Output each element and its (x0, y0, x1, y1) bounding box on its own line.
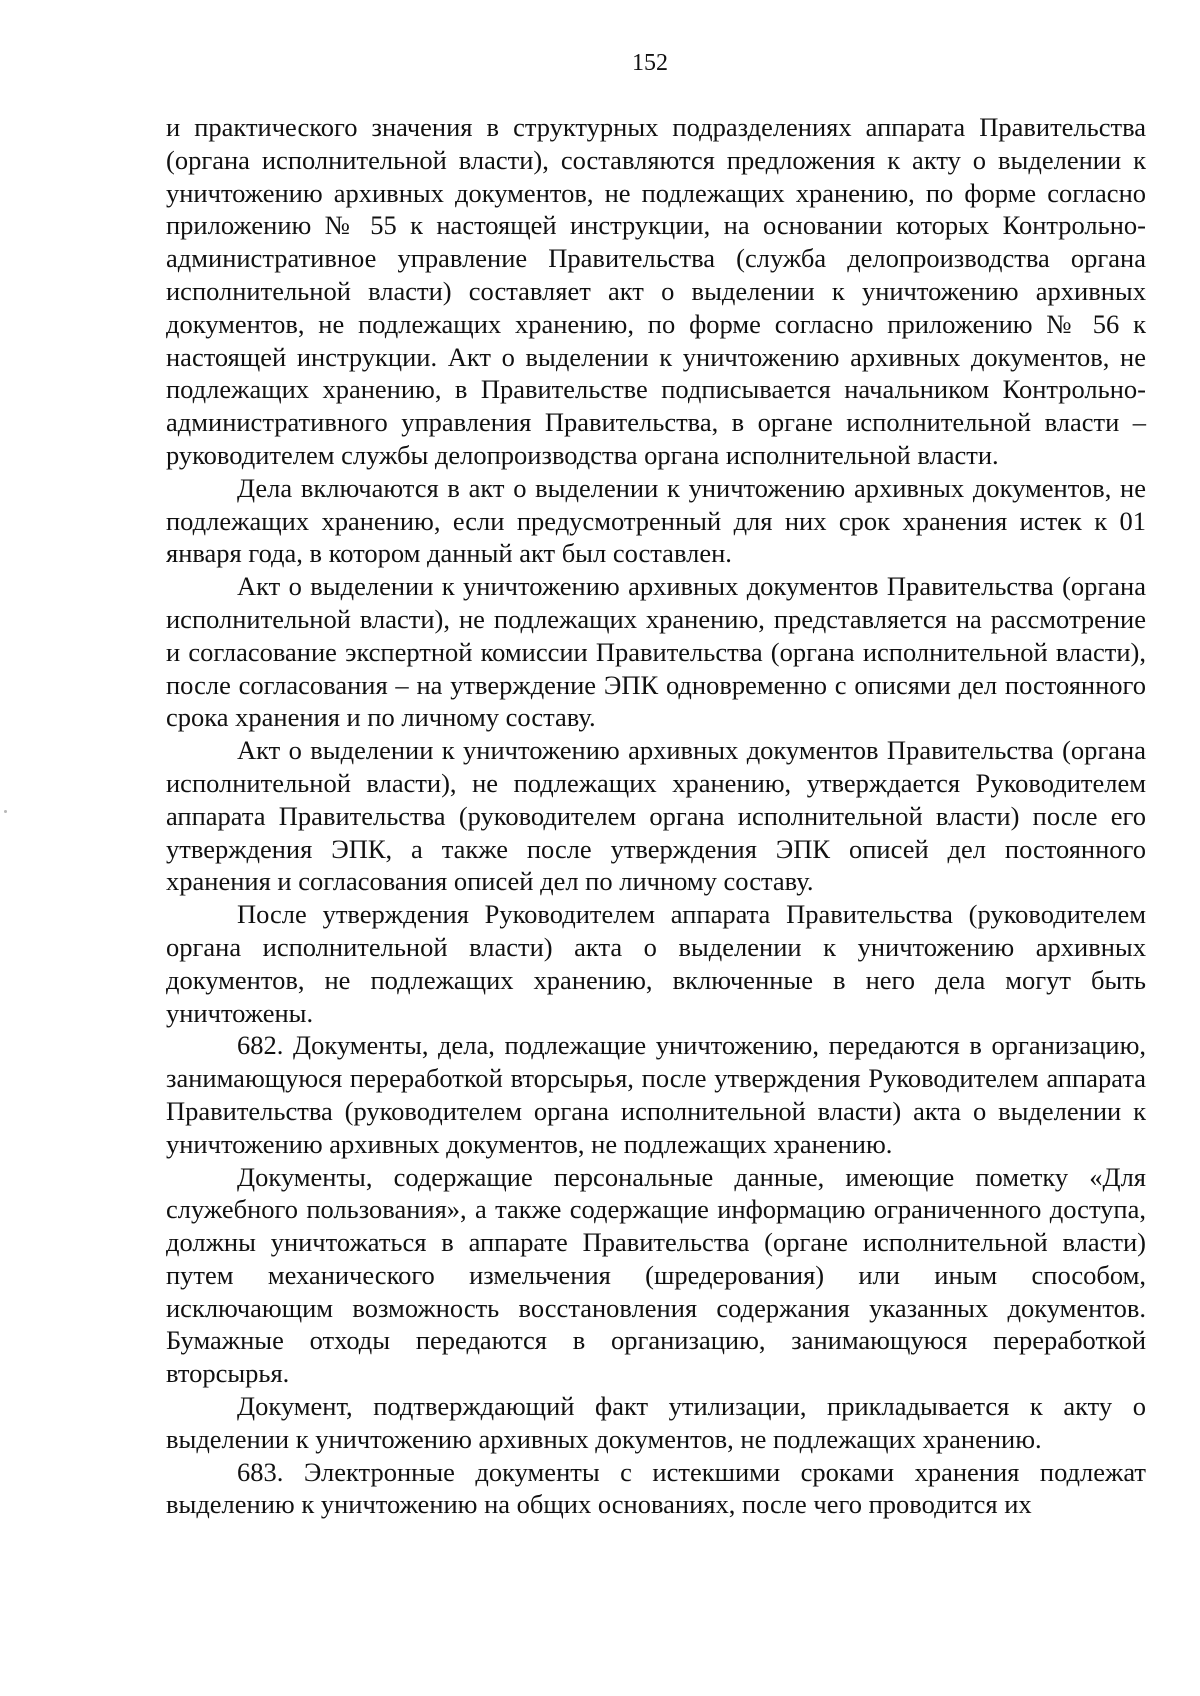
paragraph-9: 683. Электронные документы с истекшими сроками хранения подлежат выделению к уничтожению на общих основаниях, после чего проводится их (166, 1456, 1146, 1520)
paragraph-5: После утверждения Руководителем аппарата Правительства (руководителем органа исполнительной власти) акта о выделении к уничтожению архивных документов, не подлежащих хранению, включенные в него дела могут быть уничтожены. (166, 899, 1146, 1028)
paragraph-8: Документ, подтверждающий факт утилизации, прикладывается к акту о выделении к уничтожению архивных документов, не подлежащих хранению. (166, 1391, 1146, 1454)
paragraph-7: Документы, содержащие персональные данные, имеющие пометку «Для служебного пользования», а также содержащие информацию ограниченного доступа, должны уничтожаться в аппарате Правительства (органе исполнительной власти) путем механического измельчения (шредерования) или иным способом, исключающим возможность восстановления содержания указанных документов. Бумажные отходы передаются в организацию, занимающуюся переработкой вторсырья. (166, 1161, 1146, 1389)
paragraph-6: 682. Документы, дела, подлежащие уничтожению, передаются в организацию, занимающуюся переработкой вторсырья, после утверждения Руководителем аппарата Правительства (руководителем органа исполнительной власти) акта о выделении к уничтожению архивных документов, не подлежащих хранению. (166, 1030, 1146, 1159)
paragraph-4: Акт о выделении к уничтожению архивных документов Правительства (органа исполнительной власти), не подлежащих хранению, утверждается Руководителем аппарата Правительства (руководителем органа исполнительной власти) после его утверждения ЭПК, а также после утверждения ЭПК описей дел постоянного хранения и согласования описей дел по личному составу. (166, 735, 1146, 897)
page-number: 152 (632, 50, 668, 76)
paragraph-2: Дела включаются в акт о выделении к уничтожению архивных документов, не подлежащих хранению, если предусмотренный для них срок хранения истек к 01 января года, в котором данный акт был составлен. (166, 472, 1146, 569)
paragraph-1: и практического значения в структурных подразделениях аппарата Правительства (органа исполнительной власти), составляются предложения к акту о выделении к уничтожению архивных документов, не подлежащих хранению, по форме согласно приложению № 55 к настоящей инструкции, на основании которых Контрольно-административное управление Правительства (служба делопроизводства органа исполнительной власти) составляет акт о выделении к уничтожению архивных документов, не подлежащих хранению, по форме согласно приложению № 56 к настоящей инструкции. Акт о выделении к уничтожению архивных документов, не подлежащих хранению, в Правительстве подписывается начальником Контрольно-административного управления Правительства, в органе исполнительной власти – руководителем службы делопроизводства органа исполнительной власти. (166, 112, 1146, 470)
paragraph-3: Акт о выделении к уничтожению архивных документов Правительства (органа исполнительной власти), не подлежащих хранению, представляется на рассмотрение и согласование экспертной комиссии Правительства (органа исполнительной власти), после согласования – на утверждение ЭПК одновременно с описями дел постоянного срока хранения и по личному составу. (166, 571, 1146, 733)
margin-speck (4, 810, 7, 813)
document-body (166, 111, 1146, 1521)
